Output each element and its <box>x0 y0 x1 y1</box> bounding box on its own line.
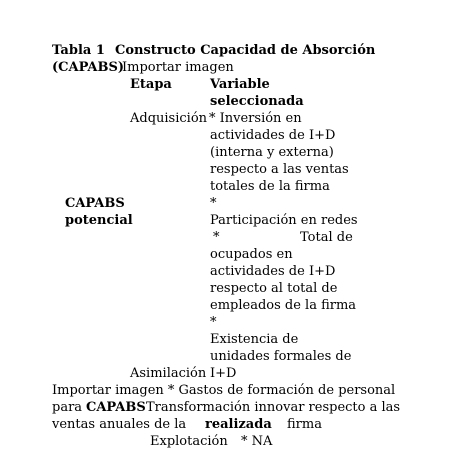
bottom-line-2-post: Transformación innovar respecto a las <box>146 400 401 415</box>
capabs-potencial-line1: CAPABS <box>65 196 125 211</box>
variable-line: Total de <box>300 230 353 245</box>
variable-line: totales de la firma <box>210 179 330 194</box>
variable-line: respecto a las ventas <box>210 162 349 177</box>
column-header-variable: Variable <box>210 77 270 92</box>
column-header-etapa: Etapa <box>130 77 172 92</box>
variable-line: I+D <box>210 366 237 381</box>
column-header-seleccionada: seleccionada <box>210 94 304 109</box>
bottom-line-3-post: firma <box>287 417 322 432</box>
table-caption-capabs: (CAPABS) <box>52 60 125 75</box>
variable-line: * <box>210 315 217 330</box>
table-caption-title: Constructo Capacidad de Absorción <box>115 43 376 58</box>
bottom-line-2-pre: para <box>52 400 83 415</box>
bottom-line-3-pre: ventas anuales de la <box>52 417 187 432</box>
variable-line: * <box>210 196 217 211</box>
variable-line: * Inversión en <box>209 111 302 126</box>
table-caption-label: Tabla 1 <box>52 43 105 58</box>
bottom-line-1: Importar imagen * Gastos de formación de personal <box>52 383 396 398</box>
bottom-line-3-realizada: realizada <box>205 417 272 432</box>
variable-line: unidades formales de <box>210 349 352 364</box>
bottom-line-2-capabs: CAPABS <box>86 400 146 415</box>
variable-line: actividades de I+D <box>210 264 336 279</box>
capabs-potencial-line2: potencial <box>65 213 133 228</box>
stage-asimilacion: Asimilación <box>130 366 207 381</box>
variable-explotacion: * NA <box>241 434 273 449</box>
variable-line: actividades de I+D <box>210 128 336 143</box>
stage-adquisicion: Adquisición <box>130 111 208 126</box>
variable-line: * <box>213 230 220 245</box>
variable-line: Existencia de <box>210 332 299 347</box>
variable-line: empleados de la firma <box>210 298 357 313</box>
variable-line: ocupados en <box>210 247 293 262</box>
variable-line: (interna y externa) <box>210 145 334 160</box>
stage-explotacion: Explotación <box>150 434 228 449</box>
variable-line: Participación en redes <box>210 213 358 228</box>
variable-line: respecto al total de <box>210 281 338 296</box>
import-image-placeholder: Importar imagen <box>122 60 234 75</box>
